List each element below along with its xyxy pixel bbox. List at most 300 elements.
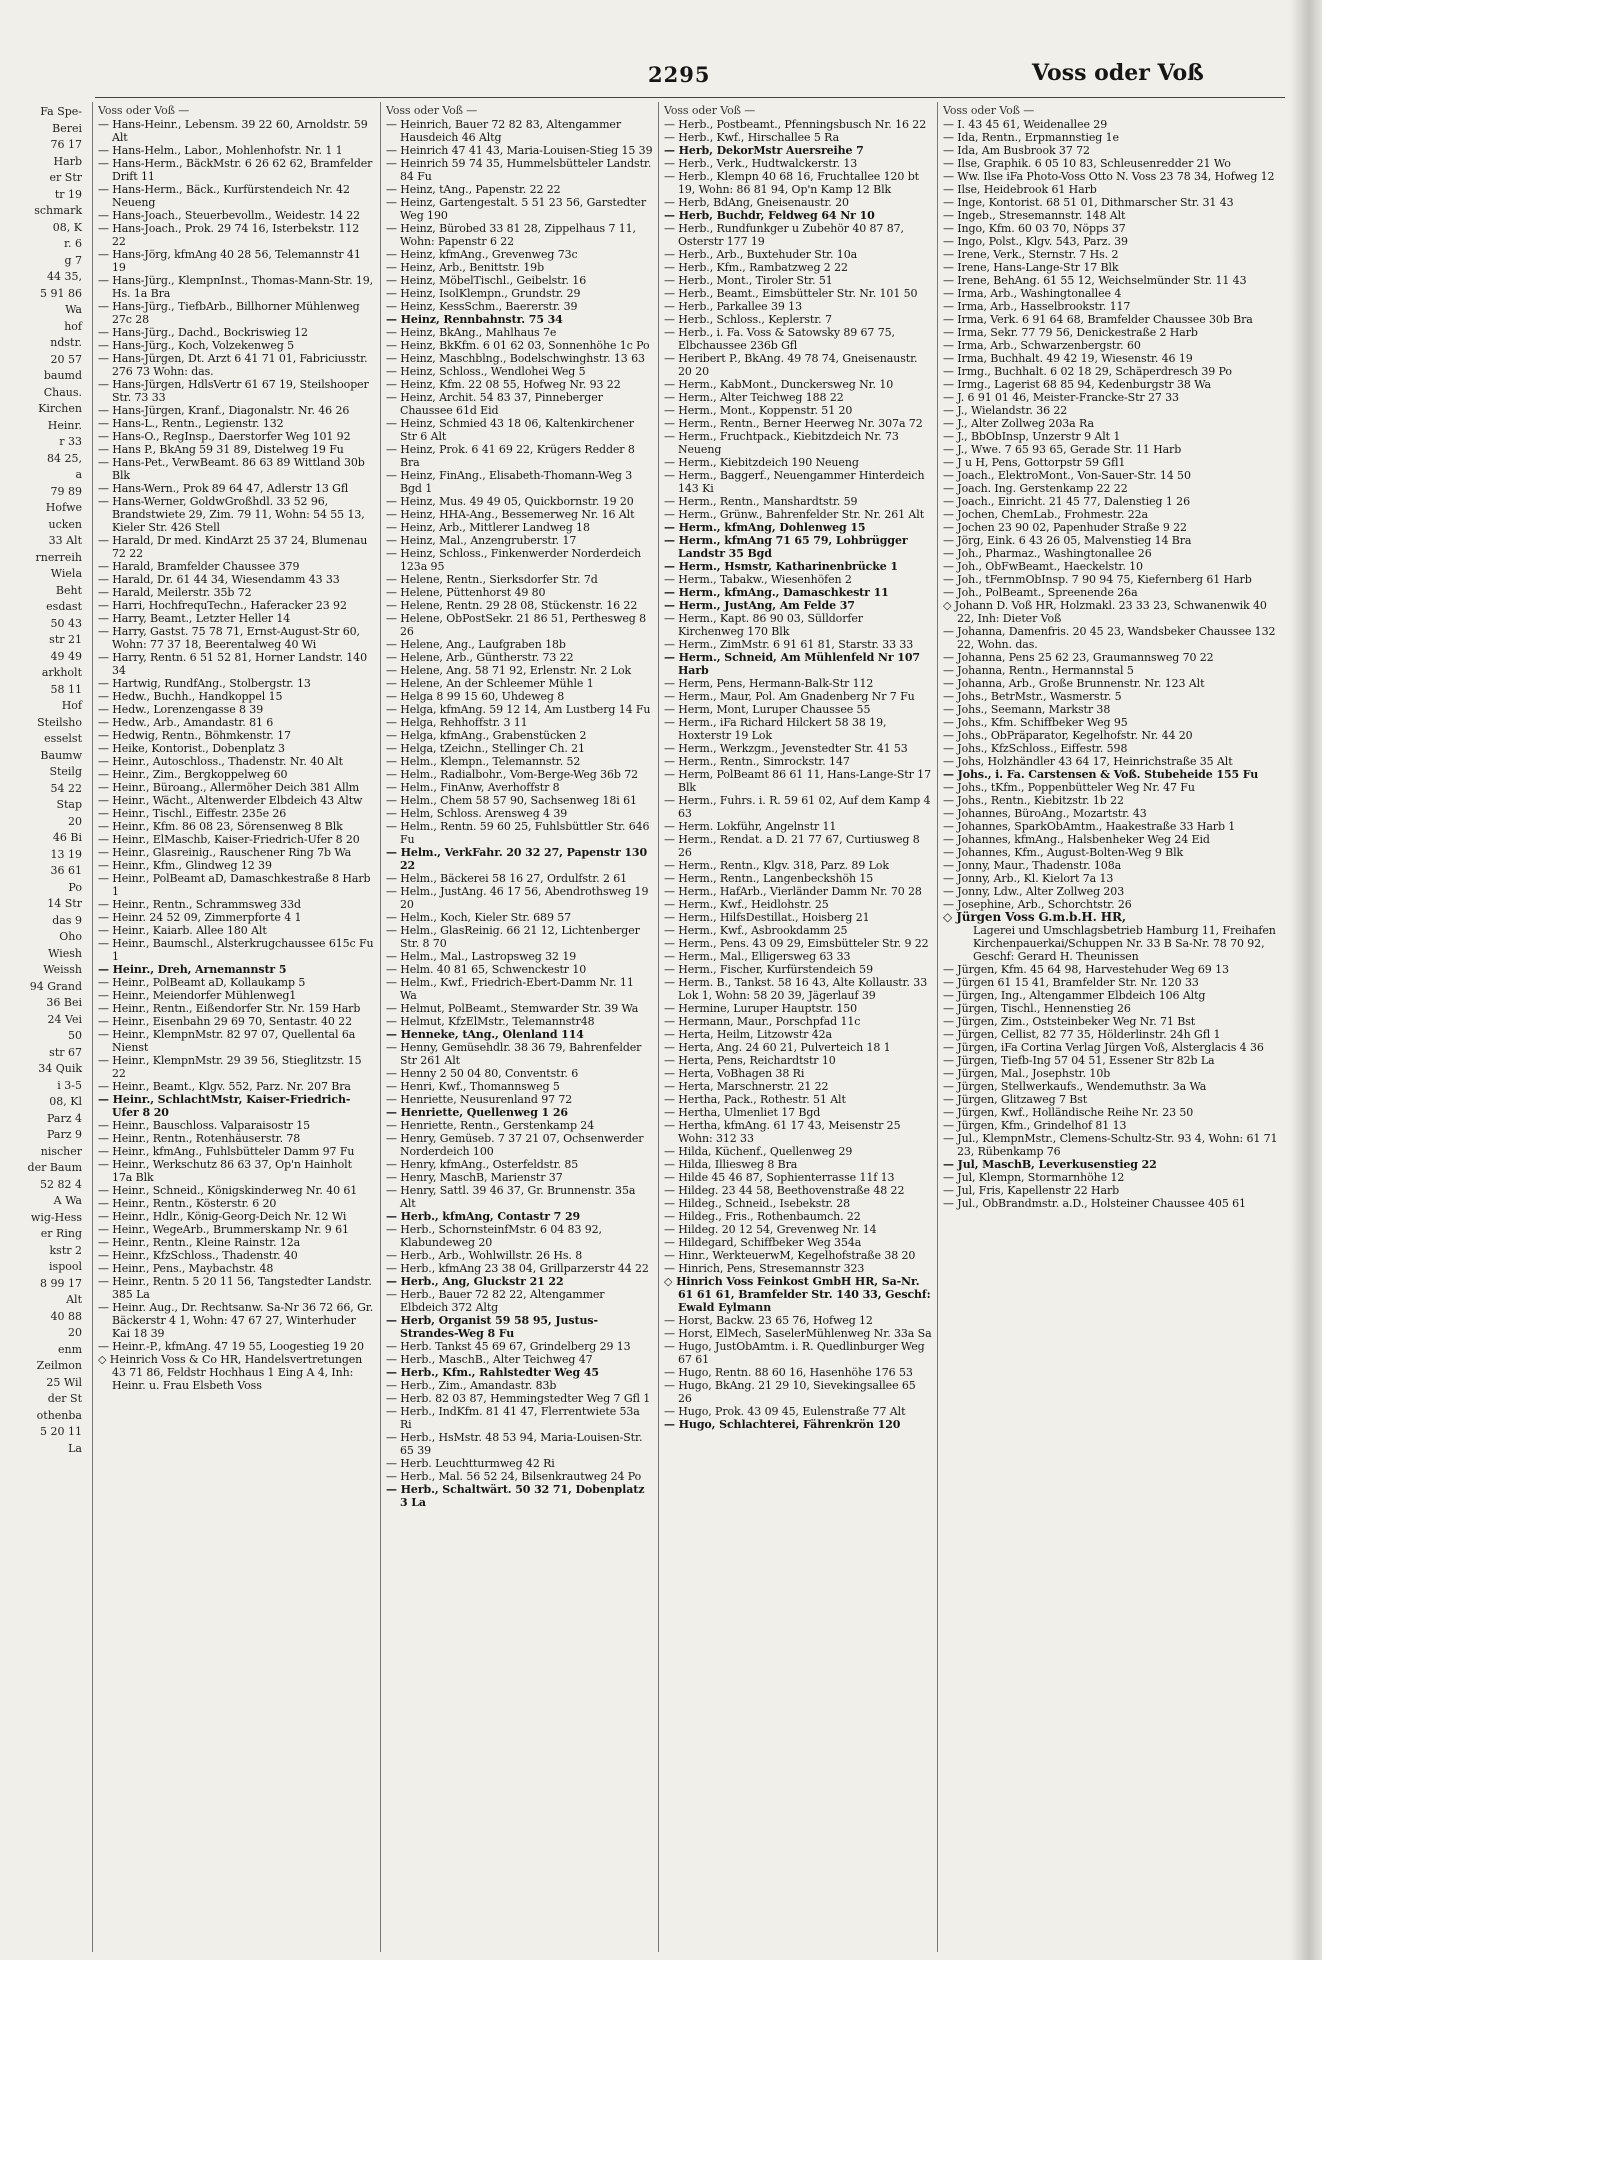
- directory-entry: — Irma, Sekr. 77 79 56, Denickestraße 2 Harb: [943, 326, 1198, 339]
- fragment-line: 5 20 11: [40, 1425, 82, 1438]
- directory-entry: — Hans-Jürg., KlempnInst., Thomas-Mann-Str. 19, Hs. 1a Bra: [98, 274, 374, 300]
- directory-entry: — Herb., Rundfunkger u Zubehör 40 87 87, Osterstr 177 19: [664, 222, 904, 248]
- fragment-line: er Ring: [40, 1227, 82, 1240]
- fragment-line: A Wa: [53, 1194, 82, 1207]
- fragment-line: 36 61: [50, 864, 82, 877]
- directory-entry: — Herm., ZimMstr. 6 91 61 81, Starstr. 33 33: [664, 638, 914, 651]
- directory-entry: — Henri, Kwf., Thomannsweg 5: [386, 1080, 560, 1093]
- directory-entry: — Heinz, Maschblng., Bodelschwinghstr. 13 63: [386, 352, 645, 365]
- directory-entry: — Heinz, Arb., Mittlerer Landweg 18: [386, 521, 590, 534]
- directory-entry: — Herm., Schneid, Am Mühlenfeld Nr 107 Harb: [664, 651, 920, 677]
- directory-entry: — Herb., Klempn 40 68 16, Fruchtallee 120 bt 19, Wohn: 86 81 94, Op'n Kamp 12 Blk: [664, 170, 919, 196]
- directory-entry: — Herm., Rentn., Manshardtstr. 59: [664, 495, 858, 508]
- fragment-line: 46 Bi: [52, 831, 82, 844]
- directory-entry: — Heinr., Beamt., Klgv. 552, Parz. Nr. 207 Bra: [98, 1080, 351, 1093]
- directory-entry: — Hans-Jürgen, Dt. Arzt 6 41 71 01, Fabriciusstr. 276 73 Wohn: das.: [98, 352, 368, 378]
- directory-entry: — Jürgen, Cellist, 82 77 35, Hölderlinstr. 24h Gfl 1: [943, 1028, 1221, 1041]
- directory-entry: — Irene, Verk., Sternstr. 7 Hs. 2: [943, 248, 1119, 261]
- directory-entry: — Helm., GlasReinig. 66 21 12, Lichtenberger Str. 8 70: [386, 924, 640, 950]
- fragment-line: 94 Grand: [29, 979, 82, 993]
- fragment-line: esdast: [46, 600, 82, 613]
- fragment-line: 14 Str: [47, 897, 82, 910]
- fragment-line: Beht: [55, 583, 82, 597]
- directory-entry: — Johanna, Rentn., Hermannstal 5: [943, 664, 1134, 677]
- directory-entry: — Heinz, FinAng., Elisabeth-Thomann-Weg 3 Bgd 1: [386, 469, 633, 495]
- directory-entry: — Hedw., Lorenzengasse 8 39: [98, 703, 264, 716]
- directory-entry: — Herm., KabMont., Dunckersweg Nr. 10: [664, 378, 894, 391]
- directory-entry: — Herm., Hsmstr, Katharinenbrücke 1: [664, 560, 898, 573]
- directory-entry: — Johs., tKfm., Poppenbütteler Weg Nr. 47 Fu: [943, 781, 1195, 794]
- fragment-line: er Str: [49, 171, 82, 184]
- directory-entry: — Heinr., Schneid., Königskinderweg Nr. 40 61: [98, 1184, 358, 1197]
- directory-entry: — Heinr., Rentn., Kösterstr. 6 20: [98, 1197, 277, 1210]
- directory-entry: — Irma, Buchhalt. 49 42 19, Wiesenstr. 46 19: [943, 352, 1193, 365]
- directory-entry: — Herm., JustAng, Am Felde 37: [664, 599, 855, 612]
- directory-entry: — Heinr., Autoschloss., Thadenstr. Nr. 40 Alt: [98, 755, 343, 768]
- fragment-line: ucken: [48, 517, 82, 531]
- directory-entry: — Joh., PolBeamt., Spreenende 26a: [943, 586, 1138, 599]
- directory-entry: — Johs., i. Fa. Carstensen & Voß. Stubeheide 155 Fu: [943, 768, 1259, 781]
- directory-entry: — Helm., Kwf., Friedrich-Ebert-Damm Nr. 11 Wa: [386, 976, 634, 1002]
- directory-entry: — Jul, Klempn, Stormarnhöhe 12: [943, 1171, 1125, 1184]
- directory-entry: — Herb., kfmAng, Contastr 7 29: [386, 1210, 581, 1223]
- directory-entry: — Hinrich, Pens, Stresemannstr 323: [664, 1262, 865, 1275]
- directory-entry: — I. 43 45 61, Weidenallee 29: [943, 118, 1108, 131]
- directory-entry: — Herm., kfmAng., Damaschkestr 11: [664, 586, 889, 599]
- directory-entry: — Ilse, Graphik. 6 05 10 83, Schleusenredder 21 Wo: [943, 157, 1231, 170]
- directory-entry: — Johannes, kfmAng., Halsbenheker Weg 24 Eid: [943, 833, 1210, 846]
- directory-entry: — Hans-Jürgen, HdlsVertr 61 67 19, Steilshooper Str. 73 33: [98, 378, 369, 404]
- column-divider: [937, 102, 938, 1952]
- directory-entry: — Jürgen, Kfm. 45 64 98, Harvestehuder Weg 69 13: [943, 963, 1229, 976]
- directory-entry: — Joh., ObFwBeamt., Haeckelstr. 10: [943, 560, 1143, 573]
- header-rule: [95, 97, 1285, 98]
- directory-entry: — Helene, ObPostSekr. 21 86 51, Perthesweg 8 26: [386, 612, 647, 638]
- directory-entry: — Heinrich, Bauer 72 82 83, Altengammer Hausdeich 46 Altg: [386, 118, 621, 144]
- directory-entry: — J., Alter Zollweg 203a Ra: [943, 417, 1094, 430]
- fragment-line: Zeilmon: [36, 1359, 82, 1372]
- directory-entry: — Heinr., KlempnMstr. 29 39 56, Stieglitzstr. 15 22: [98, 1054, 362, 1080]
- directory-entry: — Herm., Baggerf., Neuengammer Hinterdeich 143 Ki: [664, 469, 925, 495]
- directory-entry: — Heinz, Arb., Benittstr. 19b: [386, 261, 545, 274]
- directory-entry: — Heinr., Kfm. 86 08 23, Sörensenweg 8 Blk: [98, 820, 343, 833]
- directory-entry: — Heinr., SchlachtMstr, Kaiser-Friedrich-Ufer 8 20: [98, 1093, 351, 1119]
- directory-entry: — Heinr., Dreh, Arnemannstr 5: [98, 963, 287, 976]
- directory-entry: — Irene, BehAng. 61 55 12, Weichselmünder Str. 11 43: [943, 274, 1247, 287]
- directory-entry: — Hilda, Illiesweg 8 Bra: [664, 1158, 798, 1171]
- directory-entry: — Herb., Parkallee 39 13: [664, 300, 802, 313]
- directory-entry: — Joach., Einricht. 21 45 77, Dalenstieg 1 26: [943, 495, 1190, 508]
- directory-entry: — Hans-Heinr., Lebensm. 39 22 60, Arnoldstr. 59 Alt: [98, 118, 368, 144]
- directory-entry: — Heinr., Glasreinig., Rauschener Ring 7b Wa: [98, 846, 352, 859]
- fragment-line: Heinr.: [47, 418, 82, 432]
- directory-entry: — Herm., Rentn., Simrockstr. 147: [664, 755, 850, 768]
- directory-entry: — Ida, Rentn., Erpmannstieg 1e: [943, 131, 1119, 144]
- directory-entry: — Heinz, Gartengestalt. 5 51 23 56, Garstedter Weg 190: [386, 196, 646, 222]
- directory-entry: — Helm., FinAnw, Averhoffstr 8: [386, 781, 560, 794]
- directory-entry: — Heinz, Schloss., Wendlohei Weg 5: [386, 365, 586, 378]
- directory-entry: — Jürgen, Tiefb-Ing 57 04 51, Essener Str 82b La: [943, 1054, 1215, 1067]
- directory-entry: — Jürgen, Kwf., Holländische Reihe Nr. 23 50: [943, 1106, 1194, 1119]
- directory-entry: — Herb., HsMstr. 48 53 94, Maria-Louisen-Str. 65 39: [386, 1431, 643, 1457]
- directory-entry: — Herm., Kapt. 86 90 03, Sülldorfer Kirchenweg 170 Blk: [664, 612, 863, 638]
- directory-entry: — Irmg., Lagerist 68 85 94, Kedenburgstr 38 Wa: [943, 378, 1211, 391]
- directory-entry: — Heinr., Bauschloss. Valparaisostr 15: [98, 1119, 311, 1132]
- directory-entry: — Herm., HafArb., Vierländer Damm Nr. 70 28: [664, 885, 922, 898]
- directory-entry: — Jörg, Eink. 6 43 26 05, Malvenstieg 14 Bra: [943, 534, 1192, 547]
- directory-entry: — Helm., Koch, Kieler Str. 689 57: [386, 911, 572, 924]
- directory-entry: — Herm., Maur, Pol. Am Gnadenberg Nr 7 Fu: [664, 690, 915, 703]
- directory-entry: — Herm, Pens, Hermann-Balk-Str 112: [664, 677, 874, 690]
- fragment-line: Oho: [59, 930, 82, 943]
- directory-entry: — Helga, kfmAng., Grabenstücken 2: [386, 729, 587, 742]
- fragment-line: Po: [68, 880, 82, 894]
- directory-entry: — Ww. Ilse iFa Photo-Voss Otto N. Voss 23 78 34, Hofweg 12: [943, 170, 1275, 183]
- directory-entry: — Herb., Mont., Tiroler Str. 51: [664, 274, 833, 287]
- directory-entry: — Herm., Mal., Elligersweg 63 33: [664, 950, 851, 963]
- directory-entry: — Helm., Rentn. 59 60 25, Fuhlsbüttler Str. 646 Fu: [386, 820, 650, 846]
- directory-entry: — Johannes, BüroAng., Mozartstr. 43: [943, 807, 1147, 820]
- directory-entry: — Herb. Tankst 45 69 67, Grindelberg 29 13: [386, 1340, 631, 1353]
- fragment-line: Parz 4: [46, 1111, 82, 1125]
- directory-entry: — Henny, Gemüsehdlr. 38 36 79, Bahrenfelder Str 261 Alt: [386, 1041, 642, 1067]
- directory-entry: — Herm., Rentn., Langenbeckshöh 15: [664, 872, 874, 885]
- directory-entry: — Johs., Seemann, Markstr 38: [943, 703, 1111, 716]
- directory-entry: — Heinr., kfmAng., Fuhlsbütteler Damm 97 Fu: [98, 1145, 355, 1158]
- directory-entry: — Heinr., Rentn., Rotenhäuserstr. 78: [98, 1132, 301, 1145]
- directory-entry: — Irma, Arb., Washingtonallee 4: [943, 287, 1122, 300]
- directory-entry: ◇ Johann D. Voß HR, Holzmakl. 23 33 23, Schwanenwik 40 22, Inh: Dieter Voß: [943, 599, 1267, 625]
- fragment-line: kstr 2: [49, 1243, 82, 1257]
- directory-column-4: [943, 104, 1283, 1952]
- directory-entry: — Hildeg. 23 44 58, Beethovenstraße 48 22: [664, 1184, 905, 1197]
- fragment-line: 08, Kl: [49, 1095, 82, 1108]
- fragment-line: 25 Wil: [46, 1375, 82, 1389]
- fragment-line: Baumw: [40, 748, 82, 762]
- fragment-line: 79 89: [50, 484, 82, 498]
- fragment-line: 20: [68, 1326, 82, 1339]
- directory-entry: — Herm., Alter Teichweg 188 22: [664, 391, 844, 404]
- directory-entry: — Heinr. Aug., Dr. Rechtsanw. Sa-Nr 36 72 66, Gr. Bäckerstr 4 1, Wohn: 47 67 27, Winterhuder Kai 18 39: [98, 1301, 374, 1340]
- directory-entry: — Herm., kfmAng, Dohlenweg 15: [664, 521, 866, 534]
- directory-entry: — Hildegard, Schiffbeker Weg 354a: [664, 1236, 862, 1249]
- directory-entry: — Herb., Schloss., Keplerstr. 7: [664, 313, 832, 326]
- directory-entry: — Josephine, Arb., Schorchtstr. 26: [943, 898, 1132, 911]
- fragment-line: 33 Alt: [48, 534, 82, 547]
- directory-entry: — Jochen 23 90 02, Papenhuder Straße 9 22: [943, 521, 1187, 534]
- directory-entry: — Irma, Verk. 6 91 64 68, Bramfelder Chaussee 30b Bra: [943, 313, 1253, 326]
- directory-entry: — Helene, Rentn. 29 28 08, Stückenstr. 16 22: [386, 599, 638, 612]
- fragment-line: g 7: [64, 253, 82, 267]
- fragment-line: str 67: [49, 1045, 82, 1059]
- directory-entry: — J., Wielandstr. 36 22: [943, 404, 1068, 417]
- directory-entry: — Helene, An der Schleemer Mühle 1: [386, 677, 594, 690]
- directory-entry: — Herb., Zim., Amandastr. 83b: [386, 1379, 557, 1392]
- directory-entry: — Herta, Ang. 24 60 21, Pulverteich 18 1: [664, 1041, 891, 1054]
- directory-entry: — Hans-Herm., Bäck., Kurfürstendeich Nr. 42 Neueng: [98, 183, 350, 209]
- fragment-line: Harb: [53, 154, 82, 168]
- directory-entry: — Herb, BdAng, Gneisenaustr. 20: [664, 196, 849, 209]
- directory-entry: — Herta, Marschnerstr. 21 22: [664, 1080, 829, 1093]
- directory-entry: — Helene, Arb., Güntherstr. 73 22: [386, 651, 574, 664]
- directory-entry: — Hans-Jürg., Koch, Volzekenweg 5: [98, 339, 294, 352]
- column-heading: Voss oder Voß —: [943, 104, 1035, 117]
- page-edge-shadow: [1290, 0, 1322, 1960]
- directory-entry: — Herb., Beamt., Eimsbütteler Str. Nr. 101 50: [664, 287, 918, 300]
- directory-entry: — Ingo, Polst., Klgv. 543, Parz. 39: [943, 235, 1128, 248]
- directory-entry: — Jürgen, Zim., Oststeinbeker Weg Nr. 71 Bst: [943, 1015, 1196, 1028]
- directory-entry: — Helga, tZeichn., Stellinger Ch. 21: [386, 742, 585, 755]
- directory-entry: — Jochen, ChemLab., Frohmestr. 22a: [943, 508, 1148, 521]
- directory-entry: — Helm., Chem 58 57 90, Sachsenweg 18i 61: [386, 794, 637, 807]
- fragment-line: hof: [64, 319, 82, 333]
- directory-entry: — Hedw., Arb., Amandastr. 81 6: [98, 716, 274, 729]
- column-divider: [380, 102, 381, 1952]
- column-heading: Voss oder Voß —: [664, 104, 756, 117]
- directory-entry: — Harry, Beamt., Letzter Heller 14: [98, 612, 291, 625]
- fragment-line: Wa: [65, 303, 82, 316]
- directory-entry: — Herm., HilfsDestillat., Hoisberg 21: [664, 911, 870, 924]
- directory-entry: — Helm., VerkFahr. 20 32 27, Papenstr 130 22: [386, 846, 648, 872]
- fragment-line: La: [68, 1441, 82, 1455]
- directory-entry: — Horst, ElMech, SaselerMühlenweg Nr. 33a Sa: [664, 1327, 932, 1340]
- fragment-line: Weissh: [43, 963, 82, 976]
- directory-entry: — Johs, Holzhändler 43 64 17, Heinrichstraße 35 Alt: [943, 755, 1233, 768]
- directory-entry: — Harry, Gastst. 75 78 71, Ernst-August-Str 60, Wohn: 77 37 18, Beerentalweg 40 Wi: [98, 625, 360, 651]
- fragment-line: i 3-5: [57, 1078, 82, 1092]
- directory-entry: — Hans-Pet., VerwBeamt. 86 63 89 Wittland 30b Blk: [98, 456, 365, 482]
- column-divider: [658, 102, 659, 1952]
- directory-entry: — Henneke, tAng., Olenland 114: [386, 1028, 584, 1041]
- directory-entry: — Heinz, BkAng., Mahlhaus 7e: [386, 326, 557, 339]
- directory-entry: — Jürgen, Ing., Altengammer Elbdeich 106 Altg: [943, 989, 1206, 1002]
- directory-entry: — Irmg., Buchhalt. 6 02 18 29, Schäperdresch 39 Po: [943, 365, 1232, 378]
- directory-entry: — Harald, Dr med. KindArzt 25 37 24, Blumenau 72 22: [98, 534, 368, 560]
- fragment-line: Wiesh: [48, 946, 82, 960]
- directory-entry: — Hermann, Maur., Porschpfad 11c: [664, 1015, 861, 1028]
- directory-entry: — Helga, kfmAng. 59 12 14, Am Lustberg 14 Fu: [386, 703, 651, 716]
- directory-entry: — Jürgen, Stellwerkaufs., Wendemuthstr. 3a Wa: [943, 1080, 1207, 1093]
- fragment-line: der St: [47, 1392, 82, 1405]
- directory-entry: — Henry, Gemüseb. 7 37 21 07, Ochsenwerder Norderdeich 100: [386, 1132, 644, 1158]
- fragment-line: schmark: [34, 204, 82, 217]
- directory-entry: — Heinz, IsolKlempn., Grundstr. 29: [386, 287, 581, 300]
- directory-entry: — Jonny, Arb., Kl. Kielort 7a 13: [943, 872, 1114, 885]
- fragment-line: 58 11: [50, 682, 82, 696]
- fragment-line: Kirchen: [38, 402, 82, 415]
- directory-entry: — Hilde 45 46 87, Sophienterrasse 11f 13: [664, 1171, 895, 1184]
- directory-column-3: [664, 104, 932, 1952]
- directory-entry: — Jürgen, Glitzaweg 7 Bst: [943, 1093, 1088, 1106]
- directory-entry: — Heinz, Rennbahnstr. 75 34: [386, 313, 563, 326]
- directory-entry: — Ingo, Kfm. 60 03 70, Nöpps 37: [943, 222, 1126, 235]
- directory-entry: — Herm. Lokführ, Angelnstr 11: [664, 820, 837, 833]
- directory-entry: — Herm., Werkzgm., Jevenstedter Str. 41 53: [664, 742, 908, 755]
- fragment-line: rnerreih: [35, 550, 82, 564]
- directory-entry: — Harry, Rentn. 6 51 52 81, Horner Landstr. 140 34: [98, 651, 367, 677]
- directory-entry: — Henriette, Rentn., Gerstenkamp 24: [386, 1119, 595, 1132]
- directory-entry: — Heinz, Archit. 54 83 37, Pinneberger Chaussee 61d Eid: [386, 391, 603, 417]
- left-page-fragment: [0, 104, 86, 1952]
- fragment-line: 40 88: [50, 1309, 82, 1323]
- directory-entry: — Helga 8 99 15 60, Uhdeweg 8: [386, 690, 565, 703]
- directory-entry: — Heinz, Mus. 49 49 05, Quickbornstr. 19 20: [386, 495, 634, 508]
- directory-entry: — Heinr., Wächt., Altenwerder Elbdeich 43 Altw: [98, 794, 363, 807]
- directory-entry: — Johannes, Kfm., August-Bolten-Weg 9 Blk: [943, 846, 1184, 859]
- directory-entry: — Heinr., Werkschutz 86 63 37, Op'n Hainholt 17a Blk: [98, 1158, 352, 1184]
- fragment-line: 54 22: [50, 781, 82, 795]
- fragment-line: Berei: [52, 121, 82, 135]
- directory-entry: — Hugo, BkAng. 21 29 10, Sievekingsallee 65 26: [664, 1379, 916, 1405]
- directory-entry: — Heinr., Eisenbahn 29 69 70, Sentastr. 40 22: [98, 1015, 352, 1028]
- directory-entry: — Heinr., Rentn., Eißendorfer Str. Nr. 159 Harb: [98, 1002, 361, 1015]
- directory-entry: — Herm. B., Tankst. 58 16 43, Alte Kollaustr. 33 Lok 1, Wohn: 58 20 39, Jägerlauf 39: [664, 976, 928, 1002]
- directory-entry: — Heinr., Kaiarb. Allee 180 Alt: [98, 924, 267, 937]
- directory-entry: — Irene, Hans-Lange-Str 17 Blk: [943, 261, 1119, 274]
- directory-entry: — Irma, Arb., Schwarzenbergstr. 60: [943, 339, 1141, 352]
- fragment-line: 50 43: [50, 616, 82, 630]
- directory-entry: — Herb. Leuchtturmweg 42 Ri: [386, 1457, 555, 1470]
- fragment-line: 13 19: [50, 847, 82, 861]
- directory-entry: — Herm., Fischer, Kurfürstendeich 59: [664, 963, 873, 976]
- directory-entry: — Helm., Radialbohr., Vom-Berge-Weg 36b 72: [386, 768, 639, 781]
- directory-entry: — Herm., kfmAng 71 65 79, Lohbrügger Landstr 35 Bgd: [664, 534, 908, 560]
- directory-entry: — Herta, Heilm, Litzowstr 42a: [664, 1028, 832, 1041]
- directory-entry: — Heinr., KlempnMstr. 82 97 07, Quellental 6a Nienst: [98, 1028, 356, 1054]
- fragment-line: enm: [57, 1342, 82, 1356]
- directory-entry: — Horst, Backw. 23 65 76, Hofweg 12: [664, 1314, 873, 1327]
- directory-entry: — Hermine, Luruper Hauptstr. 150: [664, 1002, 858, 1015]
- directory-entry: — Henriette, Quellenweg 1 26: [386, 1106, 568, 1119]
- directory-entry: — Johs., KfzSchloss., Eiffestr. 598: [943, 742, 1128, 755]
- directory-entry: — Ilse, Heidebrook 61 Harb: [943, 183, 1097, 196]
- directory-entry: — Harald, Meilerstr. 35b 72: [98, 586, 252, 599]
- directory-entry: — Hartwig, RundfAng., Stolbergstr. 13: [98, 677, 311, 690]
- fragment-line: ispool: [49, 1260, 82, 1273]
- directory-entry: — Jürgen, iFa Cortina Verlag Jürgen Voß, Alsterglacis 4 36: [943, 1041, 1264, 1054]
- fragment-line: 52 82 4: [40, 1177, 82, 1191]
- directory-entry: — Henry, kfmAng., Osterfeldstr. 85: [386, 1158, 579, 1171]
- directory-entry: — J., Wwe. 7 65 93 65, Gerade Str. 11 Harb: [943, 443, 1182, 456]
- directory-entry: — Herm., Rentn., Berner Heerweg Nr. 307a 72: [664, 417, 923, 430]
- directory-entry: — Herm., Kwf., Asbrookdamm 25: [664, 924, 848, 937]
- directory-entry: — Helene, Rentn., Sierksdorfer Str. 7d: [386, 573, 598, 586]
- directory-entry: — Johs., Kfm. Schiffbeker Weg 95: [943, 716, 1128, 729]
- directory-entry: — Herta, Pens, Reichardtstr 10: [664, 1054, 836, 1067]
- directory-entry: — Herm, PolBeamt 86 61 11, Hans-Lange-Str 17 Blk: [664, 768, 931, 794]
- directory-entry: — Helga, Rehhoffstr. 3 11: [386, 716, 528, 729]
- fragment-line: 34 Quik: [38, 1062, 82, 1075]
- directory-entry: Lagerei und Umschlagsbetrieb Hamburg 11, Freihafen Kirchenpauerkai/Schuppen Nr. 33 B Sa-Nr. 78 70 92, Geschf: Gerard H. Theunissen: [973, 924, 1276, 963]
- directory-entry: — Herb., Kwf., Hirschallee 5 Ra: [664, 131, 840, 144]
- fragment-line: 50: [68, 1029, 82, 1042]
- directory-entry: — Heinr., Hdlr., König-Georg-Deich Nr. 12 Wi: [98, 1210, 347, 1223]
- directory-entry: — Ingeb., Stresemannstr. 148 Alt: [943, 209, 1126, 222]
- directory-entry: — Heinr., Zim., Bergkoppelweg 60: [98, 768, 288, 781]
- directory-entry: — Johanna, Damenfris. 20 45 23, Wandsbeker Chaussee 132 22, Wohn. das.: [943, 625, 1276, 651]
- directory-entry: — Hertha, Ulmenliet 17 Bgd: [664, 1106, 821, 1119]
- fragment-line: der Baum: [27, 1161, 82, 1174]
- directory-entry: — Herm., Grünw., Bahrenfelder Str. Nr. 261 Alt: [664, 508, 925, 521]
- directory-entry: — Helm., Bäckerei 58 16 27, Ordulfstr. 2 61: [386, 872, 628, 885]
- directory-entry: — Herm., Tabakw., Wiesenhöfen 2: [664, 573, 852, 586]
- directory-entry: — Hans-Jörg, kfmAng 40 28 56, Telemannstr 41 19: [98, 248, 361, 274]
- directory-entry: — Hans-L., Rentn., Legienstr. 132: [98, 417, 284, 430]
- directory-entry: — Helene, Püttenhorst 49 80: [386, 586, 546, 599]
- directory-entry: — Heinr., ElMaschb, Kaiser-Friedrich-Ufer 8 20: [98, 833, 360, 846]
- fragment-line: nischer: [40, 1144, 82, 1158]
- fragment-line: a: [75, 468, 82, 481]
- directory-entry: — Heinr., Pens., Maybachstr. 48: [98, 1262, 274, 1275]
- directory-entry: — Herb., Schaltwärt. 50 32 71, Dobenplatz 3 La: [386, 1483, 645, 1509]
- directory-entry: — J. 6 91 01 46, Meister-Francke-Str 27 33: [943, 391, 1179, 404]
- directory-entry: — Hugo, Schlachterei, Fährenkrön 120: [664, 1418, 901, 1431]
- fragment-line: 20: [68, 814, 82, 828]
- directory-entry: — Heinr., Tischl., Eiffestr. 235e 26: [98, 807, 287, 820]
- fragment-line: tr 19: [54, 187, 82, 201]
- directory-entry: — Herb., Kfm., Rambatzweg 2 22: [664, 261, 848, 274]
- directory-entry: — Jul, Fris, Kapellenstr 22 Harb: [943, 1184, 1120, 1197]
- directory-column-2: [386, 104, 653, 1952]
- directory-entry: — Herb. 82 03 87, Hemmingstedter Weg 7 Gfl 1: [386, 1392, 651, 1405]
- directory-entry: — Ida, Am Busbrook 37 72: [943, 144, 1090, 157]
- fragment-line: 84 25,: [47, 451, 82, 465]
- fragment-line: 8 99 17: [40, 1276, 82, 1290]
- directory-entry: — Hildeg., Schneid., Isebekstr. 28: [664, 1197, 851, 1210]
- directory-entry: — Hans-Jürg., TiefbArb., Billhorner Mühlenweg 27c 28: [98, 300, 360, 326]
- directory-entry: — Herb., Ang, Gluckstr 21 22: [386, 1275, 564, 1288]
- directory-entry: — Heinz, BkKfm. 6 01 62 03, Sonnenhöhe 1c Po: [386, 339, 650, 352]
- directory-entry: — Heinr., Kfm., Glindweg 12 39: [98, 859, 272, 872]
- fragment-line: Alt: [66, 1293, 82, 1306]
- directory-entry: — Herm., Kwf., Heidlohstr. 25: [664, 898, 829, 911]
- directory-entry: — Hinr., WerkteuerwM, Kegelhofstraße 38 20: [664, 1249, 916, 1262]
- fragment-line: Hofwe: [45, 501, 82, 514]
- directory-entry: — Johs., ObPräparator, Kegelhofstr. Nr. 44 20: [943, 729, 1193, 742]
- directory-entry: — Hans-Helm., Labor., Mohlenhofstr. Nr. 1 1: [98, 144, 343, 157]
- directory-entry: — Heinr., Meiendorfer Mühlenweg1: [98, 989, 297, 1002]
- fragment-line: 08, K: [52, 220, 82, 234]
- directory-entry: — Johanna, Arb., Große Brunnenstr. Nr. 123 Alt: [943, 677, 1205, 690]
- directory-entry: — Jul, MaschB, Leverkusenstieg 22: [943, 1158, 1157, 1171]
- directory-entry: — Harald, Dr. 61 44 34, Wiesendamm 43 33: [98, 573, 340, 586]
- fragment-line: 49 49: [50, 649, 82, 663]
- directory-entry: — Henriette, Neusurenland 97 72: [386, 1093, 573, 1106]
- directory-entry: — Jürgen, Tischl., Hennenstieg 26: [943, 1002, 1131, 1015]
- directory-entry: — Johanna, Pens 25 62 23, Graumannsweg 70 22: [943, 651, 1214, 664]
- directory-entry: — Herb., kfmAng 23 38 04, Grillparzerstr 44 22: [386, 1262, 649, 1275]
- directory-entry: — Herb., Postbeamt., Pfenningsbusch Nr. 16 22: [664, 118, 927, 131]
- directory-entry: — Herb., Mal. 56 52 24, Bilsenkrautweg 24 Po: [386, 1470, 642, 1483]
- directory-entry: — Heinz, Prok. 6 41 69 22, Krügers Redder 8 Bra: [386, 443, 635, 469]
- directory-entry: — Hedwig, Rentn., Böhmkenstr. 17: [98, 729, 291, 742]
- fragment-line: 44 35,: [47, 270, 82, 283]
- directory-entry: — Herm., Rendat. a D. 21 77 67, Curtiusweg 8 26: [664, 833, 920, 859]
- directory-entry: — Herb., IndKfm. 81 41 47, Flerrentwiete 53a Ri: [386, 1405, 640, 1431]
- fragment-line: r 33: [59, 435, 82, 448]
- directory-entry: — Hertha, Pack., Rothestr. 51 Alt: [664, 1093, 846, 1106]
- fragment-line: Steilg: [49, 765, 82, 778]
- directory-entry: — Jürgen, Kfm., Grindelhof 81 13: [943, 1119, 1127, 1132]
- fragment-line: str 21: [49, 633, 82, 646]
- directory-entry: — Herb., i. Fa. Voss & Satowsky 89 67 75, Elbchaussee 236b Gfl: [664, 326, 895, 352]
- directory-entry: — Hans-O., RegInsp., Daerstorfer Weg 101 92: [98, 430, 351, 443]
- directory-entry: — Hugo, Prok. 43 09 45, Eulenstraße 77 Alt: [664, 1405, 906, 1418]
- directory-entry: ◇ Jürgen Voss G.m.b.H. HR,: [943, 910, 1126, 924]
- fragment-line: baumd: [43, 369, 82, 382]
- directory-entry: — Heinr., WegeArb., Brummerskamp Nr. 9 61: [98, 1223, 349, 1236]
- directory-entry: — Herb, DekorMstr Auersreihe 7: [664, 144, 864, 157]
